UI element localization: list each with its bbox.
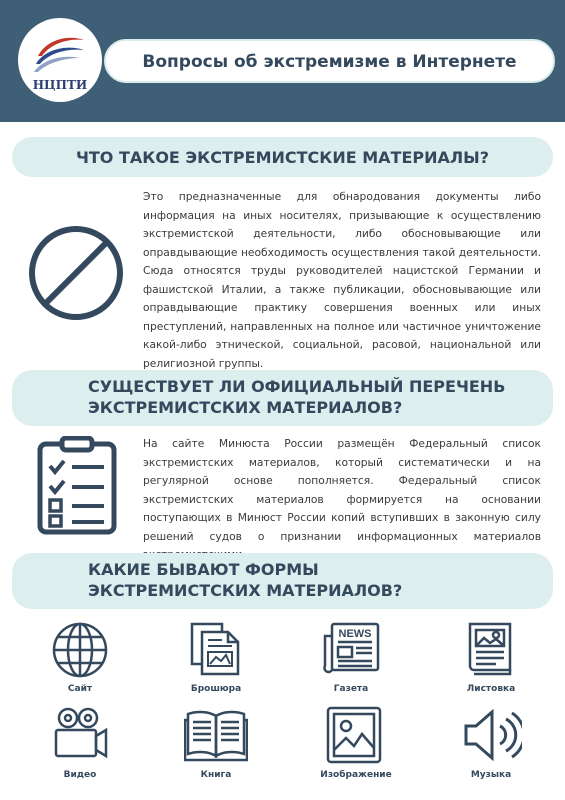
section2-text: На сайте Минюста России размещён Федеральный список экстремистских материалов, который систематически и на регулярной основе пополняется. Федеральный список экстремистских материалов формируется на основании поступающих в Минюст России копий вступивших в законную силу решений судов о признании информационных материалов (143, 437, 541, 543)
image-icon (326, 706, 382, 764)
form-label-music: Музыка (470, 770, 512, 780)
form-label-newspaper: Газета (333, 684, 369, 694)
header-banner (0, 0, 565, 122)
leaflet-icon (462, 620, 518, 678)
section3-heading-line1: КАКИЕ БЫВАЮТ ФОРМЫ (88, 560, 319, 579)
video-camera-icon (50, 706, 110, 762)
newspaper-icon (322, 622, 380, 674)
form-label-site: Сайт (67, 684, 93, 694)
page-title: Вопросы об экстремизме в Интернете (142, 52, 517, 72)
title-banner (104, 39, 555, 83)
prohibited-icon (26, 223, 126, 323)
section3-heading-banner (12, 553, 553, 609)
svg-text:NEWS: NEWS (338, 628, 372, 640)
globe-icon (50, 620, 110, 680)
form-label-image: Изображение (320, 770, 392, 780)
checklist-icon (36, 436, 118, 536)
section3-heading-line2: ЭКСТРЕМИСТСКИХ МАТЕРИАЛОВ? (88, 581, 403, 600)
section2-heading-line2: ЭКСТРЕМИСТСКИХ МАТЕРИАЛОВ? (88, 398, 403, 417)
section2-heading-line1: СУЩЕСТВУЕТ ЛИ ОФИЦИАЛЬНЫЙ ПЕРЕЧЕНЬ (88, 377, 506, 396)
section1-text: Это предназначенные для обнародования документы либо информация на иных носителях, призывающие к осуществлению экстремистской деятельности, либо обосновывающие или оправдывающие необходимость осуществления такой деятельности. Сюда относятся труды руководителей нацистской Германии и фашистской Италии, а также публикации, обосновывающие или оправдывающие практику совершения военных или иных преступлений, направленных на полное или частичное уничтожение какой-либо этнической, социальной, расовой, национальной или религиозной группы. (143, 190, 541, 370)
form-label-brochure: Брошюра (190, 684, 242, 694)
section1-heading-banner (12, 137, 553, 177)
brochure-icon (188, 620, 244, 678)
form-label-book: Книга (200, 770, 232, 780)
form-label-video: Видео (63, 770, 97, 780)
logo-text: НЦПТИ (32, 78, 88, 92)
logo (18, 18, 102, 102)
speaker-icon (462, 708, 522, 762)
logo-swoosh-icon (28, 26, 92, 78)
section2-heading-banner (12, 370, 553, 426)
book-icon (184, 708, 248, 762)
section1-heading: ЧТО ТАКОЕ ЭКСТРЕМИСТСКИЕ МАТЕРИАЛЫ? (75, 148, 490, 167)
form-label-leaflet: Листовка (466, 684, 516, 694)
